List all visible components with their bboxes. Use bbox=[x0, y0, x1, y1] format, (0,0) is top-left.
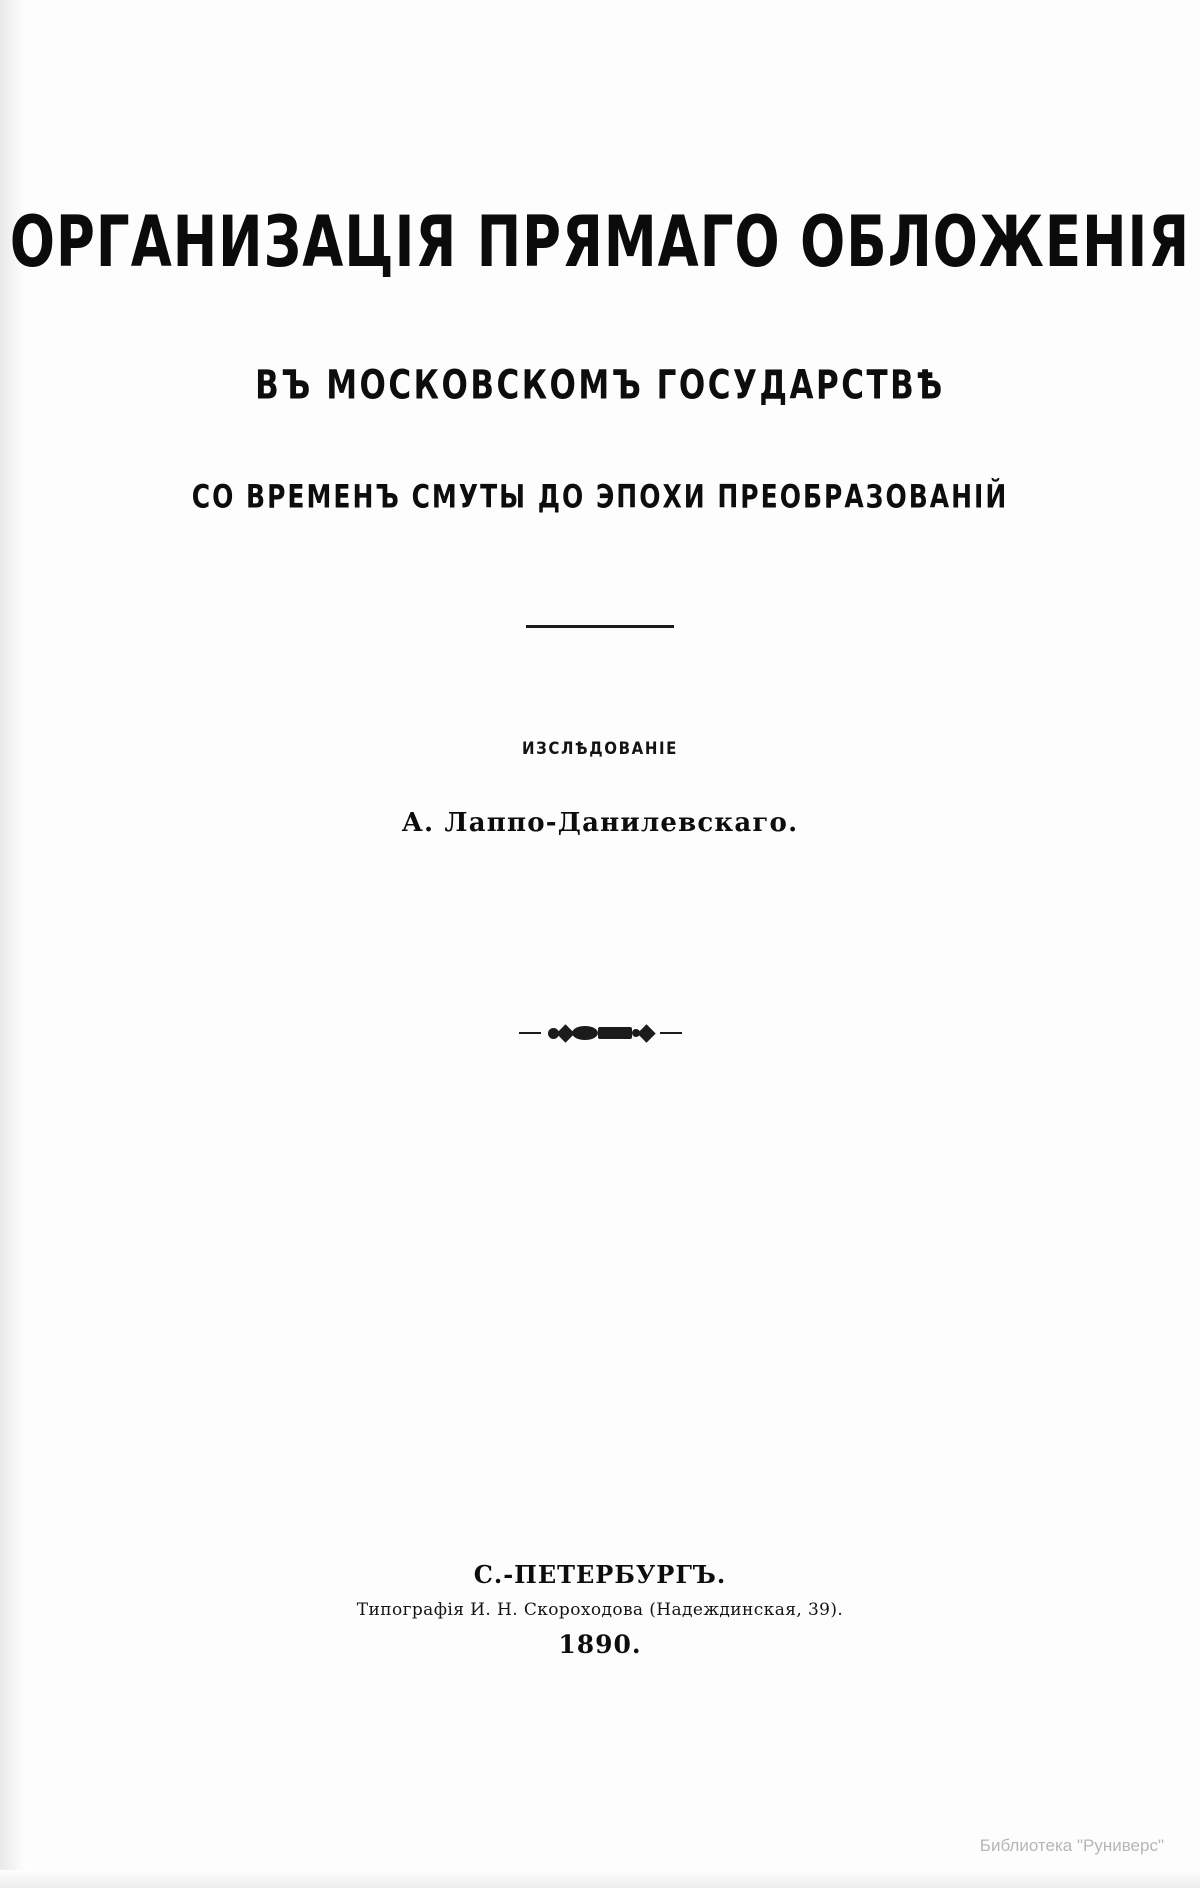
library-watermark: Библиотека "Руниверс" bbox=[979, 1836, 1164, 1855]
printer-info: Типографія И. Н. Скороходова (Надеждинская, 39). bbox=[356, 1600, 844, 1620]
decorative-ornament-icon bbox=[0, 1020, 1200, 1046]
page-title: ОРГАНИЗАЦІЯ ПРЯМАГО ОБЛОЖЕНІЯ bbox=[9, 202, 1191, 284]
ornament-dash-icon bbox=[519, 1032, 541, 1034]
author-name: А. Лаппо-Данилевскаго. bbox=[401, 808, 799, 839]
page-bottom-edge-shadow bbox=[0, 1870, 1200, 1888]
horizontal-rule bbox=[526, 625, 674, 628]
work-type-label: ИЗСЛѢДОВАНІЕ bbox=[521, 738, 679, 759]
ornament-gap-icon bbox=[541, 1032, 548, 1034]
ornament-bar-icon bbox=[598, 1027, 632, 1039]
publication-city: С.-ПЕТЕРБУРГЪ. bbox=[473, 1560, 727, 1589]
ornament-dash-icon bbox=[660, 1032, 682, 1034]
ornament-diamond-icon bbox=[556, 1024, 574, 1042]
page-subtitle-secondary: СО ВРЕМЕНЪ СМУТЫ ДО ЭПОХИ ПРЕОБРАЗОВАНІЙ bbox=[191, 478, 1009, 516]
imprint-block bbox=[0, 1560, 1200, 1659]
ornament-lens-icon bbox=[572, 1026, 598, 1040]
ornament-diamond-icon bbox=[637, 1024, 655, 1042]
page-subtitle-primary: ВЪ МОСКОВСКОМЪ ГОСУДАРСТВѢ bbox=[255, 362, 945, 409]
publication-year: 1890. bbox=[558, 1630, 642, 1659]
